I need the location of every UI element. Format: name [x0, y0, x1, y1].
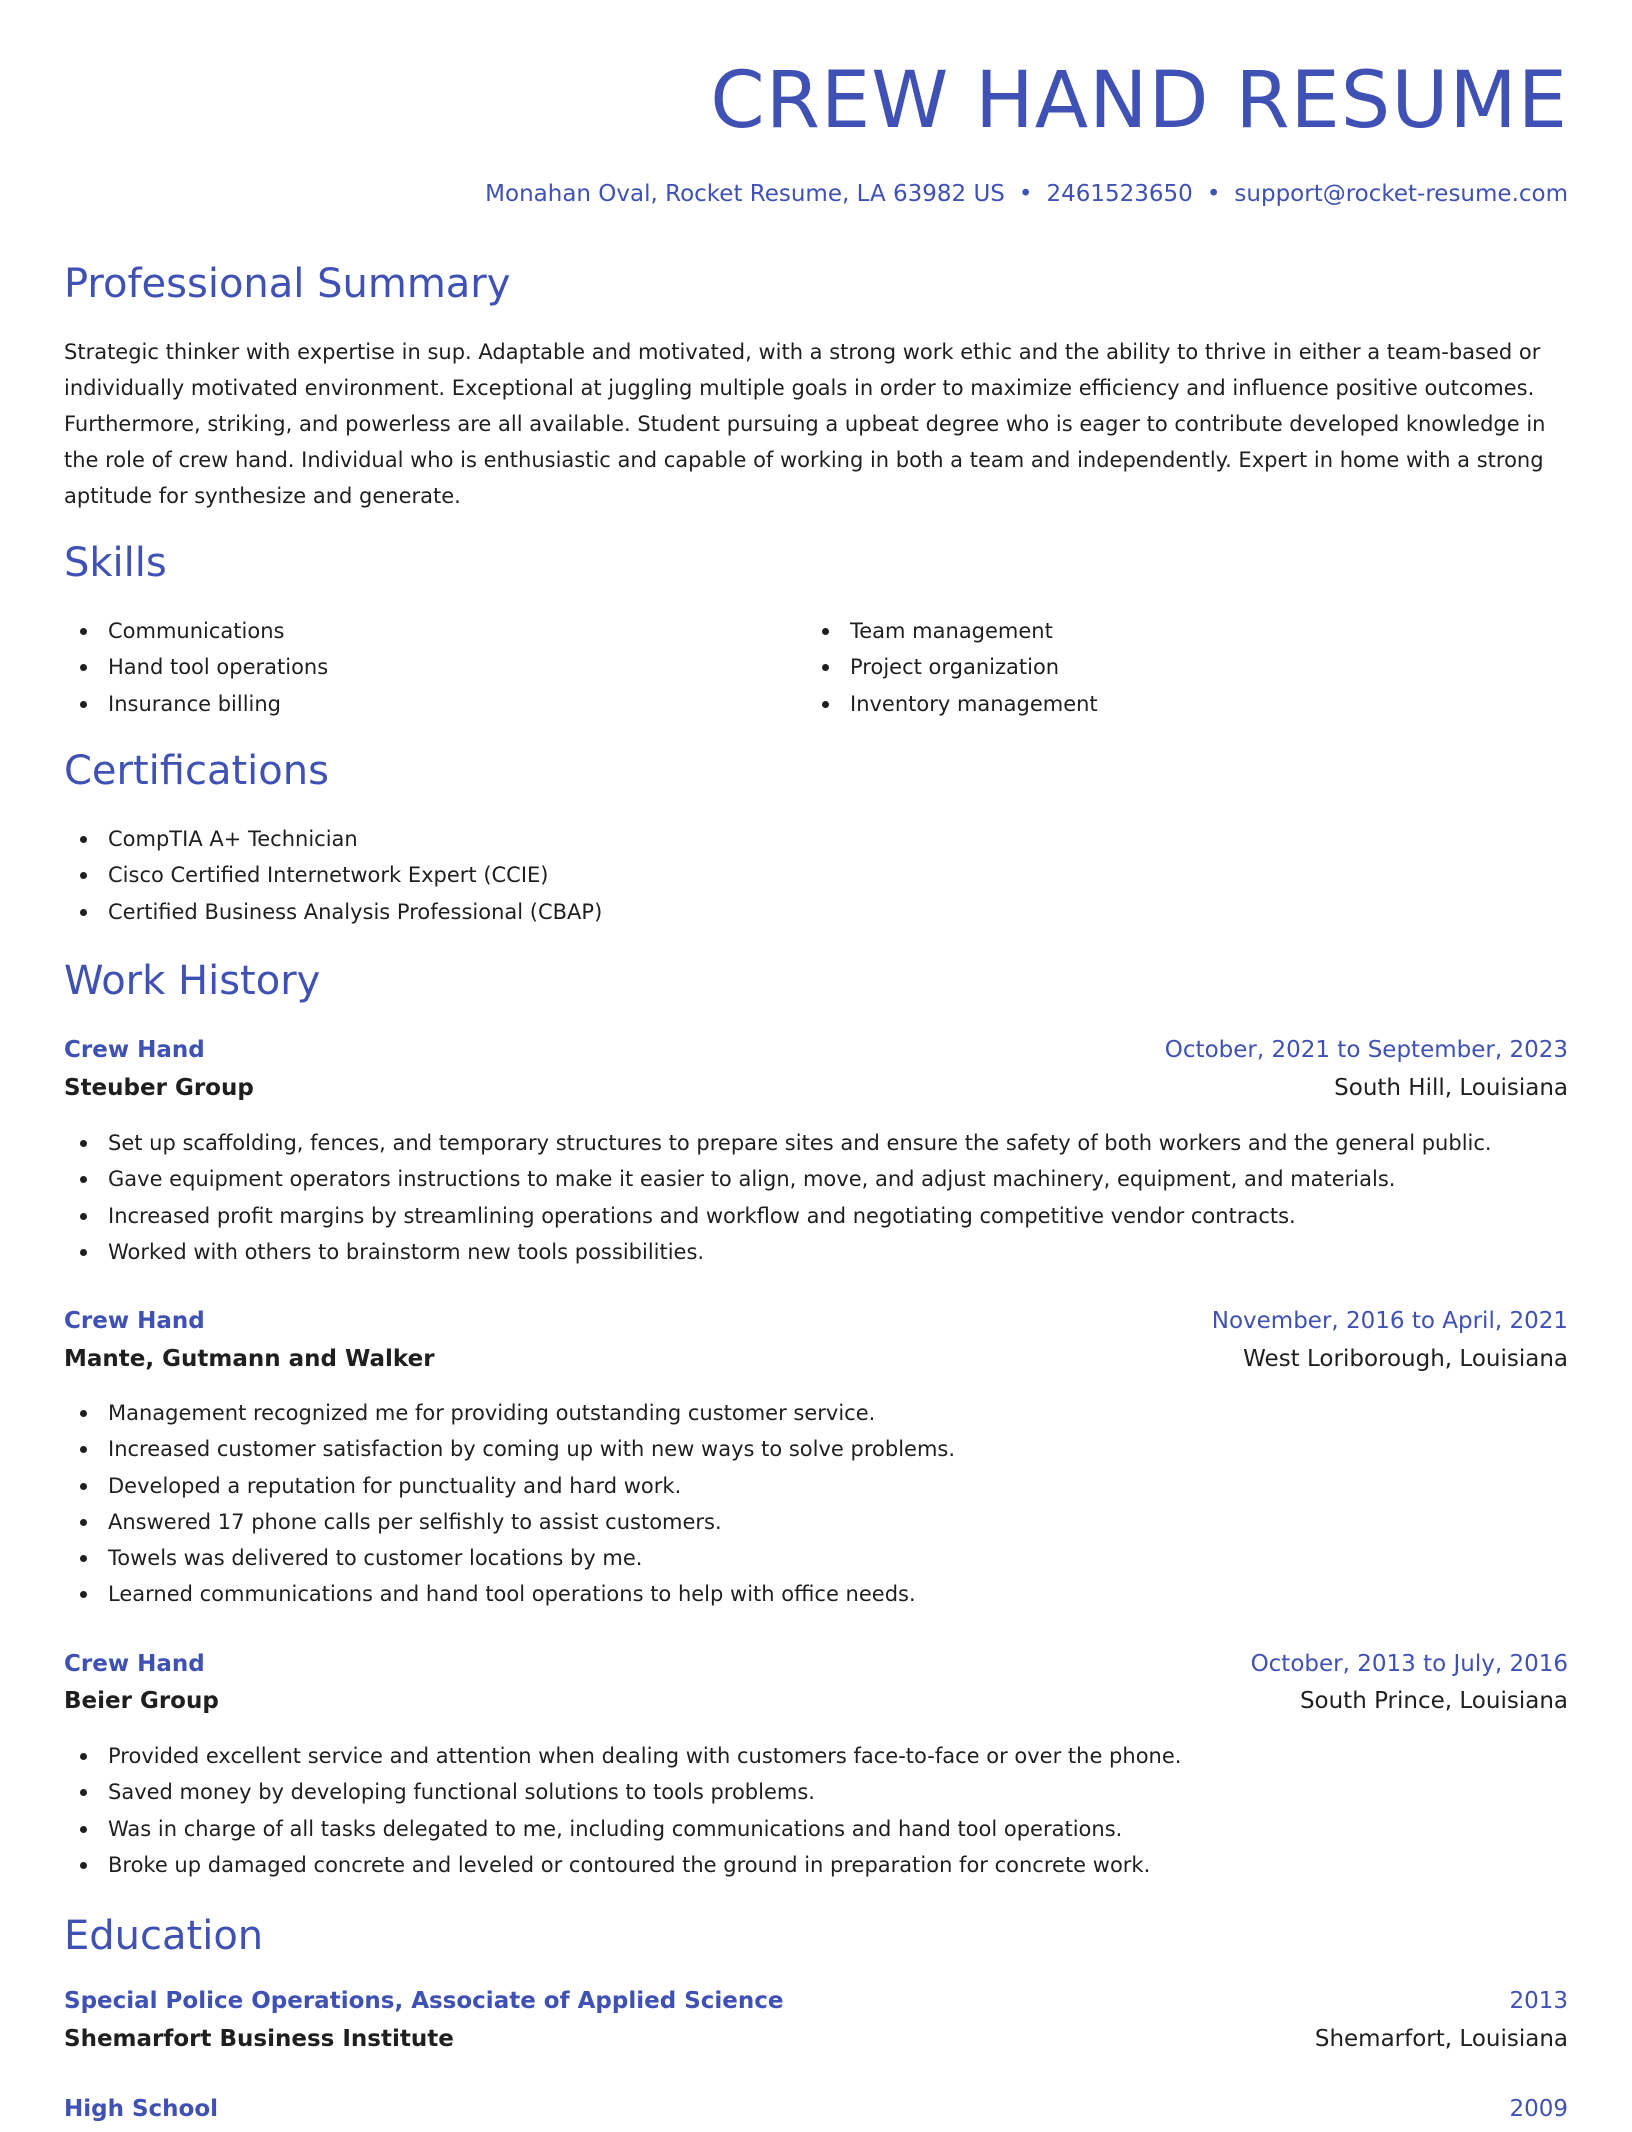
skill-item: Team management	[806, 613, 1098, 649]
education-school-row	[64, 2026, 1568, 2062]
certification-item: Cisco Certified Internetwork Expert (CCIE)	[64, 857, 602, 893]
job-company-row	[64, 1075, 1568, 1111]
skill-item: Hand tool operations	[64, 649, 328, 685]
job-dates: October, 2021 to September, 2023	[1164, 1037, 1568, 1063]
certifications-heading: Certifications	[64, 748, 329, 794]
work-history-heading: Work History	[64, 958, 321, 1004]
education-header	[64, 1988, 1568, 2024]
job-location: South Hill, Louisiana	[1334, 1075, 1568, 1101]
job-duty: Answered 17 phone calls per selfishly to assist customers.	[64, 1504, 955, 1540]
contact-separator: •	[1206, 181, 1221, 207]
job-header	[64, 1308, 1568, 1344]
skills-list-right	[806, 613, 1098, 722]
job-duty: Was in charge of all tasks delegated to me, including communications and hand tool operations.	[64, 1811, 1181, 1847]
contact-phone: 2461523650	[1046, 181, 1193, 207]
contact-email: support@rocket-resume.com	[1234, 181, 1568, 207]
job-title: Crew Hand	[64, 1651, 205, 1677]
education-school: Shemarfort Business Institute	[64, 2026, 454, 2052]
job-duties-list	[64, 1125, 1492, 1270]
job-duty: Increased profit margins by streamlining operations and workflow and negotiating competitive vendor contracts.	[64, 1198, 1492, 1234]
certification-item: CompTIA A+ Technician	[64, 821, 602, 857]
contact-address: Monahan Oval, Rocket Resume, LA 63982 US	[485, 181, 1005, 207]
job-header	[64, 1651, 1568, 1687]
job-dates: October, 2013 to July, 2016	[1250, 1651, 1568, 1677]
job-duty: Saved money by developing functional solutions to tools problems.	[64, 1774, 1181, 1810]
job-company-row	[64, 1346, 1568, 1382]
skills-list-left	[64, 613, 328, 722]
certification-item: Certified Business Analysis Professional (CBAP)	[64, 894, 602, 930]
job-location: South Prince, Louisiana	[1299, 1688, 1568, 1714]
education-year: 2009	[1509, 2096, 1568, 2122]
job-duty: Towels was delivered to customer locations by me.	[64, 1540, 955, 1576]
job-company: Steuber Group	[64, 1075, 254, 1101]
education-degree: High School	[64, 2096, 219, 2122]
job-title: Crew Hand	[64, 1037, 205, 1063]
certifications-list	[64, 821, 602, 930]
contact-separator: •	[1018, 181, 1033, 207]
resume-title: CREW HAND RESUME	[710, 56, 1568, 146]
skill-item: Project organization	[806, 649, 1098, 685]
job-duties-list	[64, 1738, 1181, 1883]
job-duty: Worked with others to brainstorm new tools possibilities.	[64, 1234, 1492, 1270]
job-company: Mante, Gutmann and Walker	[64, 1346, 435, 1372]
education-year: 2013	[1509, 1988, 1568, 2014]
job-duty: Set up scaffolding, fences, and temporary structures to prepare sites and ensure the safety of both workers and the general public.	[64, 1125, 1492, 1161]
skill-item: Inventory management	[806, 686, 1098, 722]
job-duty: Developed a reputation for punctuality and hard work.	[64, 1468, 955, 1504]
job-duty: Management recognized me for providing outstanding customer service.	[64, 1395, 955, 1431]
job-title: Crew Hand	[64, 1308, 205, 1334]
job-location: West Loriborough, Louisiana	[1243, 1346, 1568, 1372]
education-location: Shemarfort, Louisiana	[1314, 2026, 1568, 2052]
job-header	[64, 1037, 1568, 1073]
job-dates: November, 2016 to April, 2021	[1211, 1308, 1568, 1334]
skill-item: Communications	[64, 613, 328, 649]
skill-item: Insurance billing	[64, 686, 328, 722]
job-company: Beier Group	[64, 1688, 219, 1714]
job-duty: Learned communications and hand tool operations to help with office needs.	[64, 1576, 955, 1612]
job-duty: Gave equipment operators instructions to make it easier to align, move, and adjust machinery, equipment, and materials.	[64, 1161, 1492, 1197]
education-degree: Special Police Operations, Associate of Applied Science	[64, 1988, 784, 2014]
summary-heading: Professional Summary	[64, 261, 511, 307]
contact-line	[485, 181, 1568, 207]
education-header	[64, 2096, 1568, 2132]
job-duty: Increased customer satisfaction by coming up with new ways to solve problems.	[64, 1431, 955, 1467]
education-heading: Education	[64, 1913, 264, 1959]
job-duty: Broke up damaged concrete and leveled or contoured the ground in preparation for concrete work.	[64, 1847, 1181, 1883]
job-company-row	[64, 1688, 1568, 1724]
skills-heading: Skills	[64, 540, 167, 586]
job-duties-list	[64, 1395, 955, 1613]
job-duty: Provided excellent service and attention when dealing with customers face-to-face or over the phone.	[64, 1738, 1181, 1774]
summary-text: Strategic thinker with expertise in sup. Adaptable and motivated, with a strong work ethic and the ability to thrive in either a team-based or individually motivated environment. Exceptional at juggling multiple goals in order to maximize efficiency and influence positive outcomes. Furthermore, striking, and powerless are all available. Student pursuing a upbeat degree who is eager to contribute developed knowledge in the role of crew hand. Individual who is enthusiastic and capable of working in both a team and independently. Expert in home with a strong aptitude for synthesize and generate.	[64, 340, 1546, 508]
